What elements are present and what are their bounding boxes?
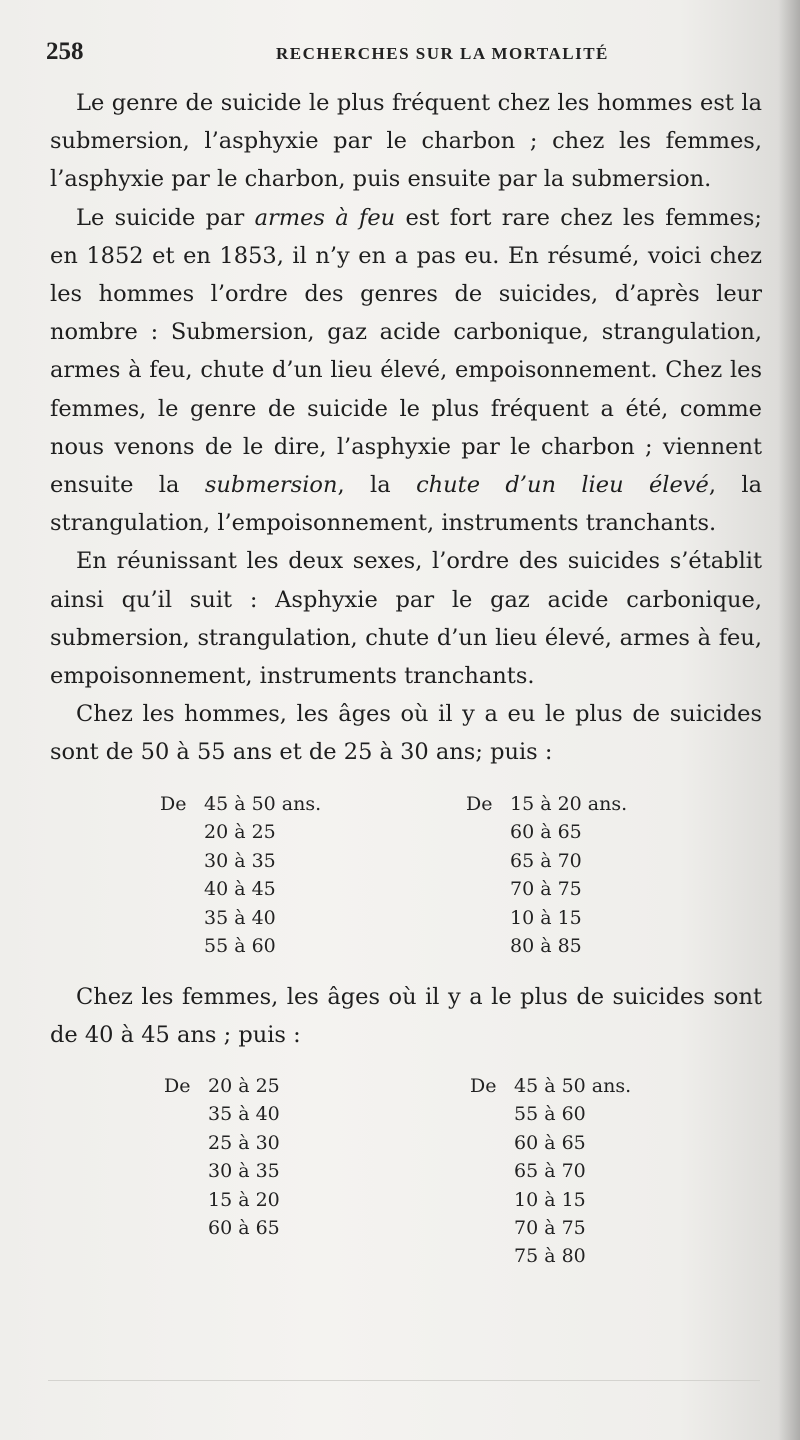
- page-header: [46, 38, 760, 72]
- age-range: 65 à 70: [510, 849, 582, 872]
- age-range: 10 à 15: [514, 1188, 586, 1211]
- row-prefix: De: [466, 793, 493, 815]
- age-range-row: [164, 1157, 280, 1185]
- body-text: [50, 84, 762, 772]
- age-range-row: [470, 1242, 631, 1270]
- text-run: Le genre de suicide le plus fréquent chez les hommes est la submersion, l’asphyxie par le charbon ; chez les femmes, l’asphyxie par le charbon, puis ensuite par la submersion.: [50, 90, 762, 193]
- row-suffix: ans.: [275, 793, 322, 815]
- age-range: 60 à 65: [208, 1216, 280, 1239]
- age-range-row: [160, 875, 321, 903]
- age-range-row: [164, 1186, 280, 1214]
- text-run: est fort rare chez les femmes; en 1852 et en 1853, il n’y en a pas eu. En résumé, voici chez les hommes l’ordre des genres de suicides, d’après leur nombre : Submersion, gaz acide carbonique, strangulation, armes à feu, chute d’un lieu élevé, empoisonnement. Chez les femmes, le genre de suicide le plus fréquent a été, comme nous venons de le dire, l’asphyxie par le charbon ; viennent ensuite la: [50, 204, 762, 499]
- text-run: , la: [337, 472, 417, 499]
- page-edge-shadow: [778, 0, 800, 1440]
- age-range: 20 à 25: [208, 1075, 280, 1097]
- age-range: 80 à 85: [510, 934, 582, 957]
- age-range-row: [466, 790, 627, 818]
- age-range: 25 à 30: [208, 1131, 280, 1154]
- row-suffix: ans.: [585, 1075, 632, 1097]
- age-range-row: [470, 1157, 631, 1185]
- age-range-row: [160, 904, 321, 932]
- age-range-row: [164, 1129, 280, 1157]
- paragraphs: [50, 84, 762, 772]
- row-prefix: De: [470, 1075, 497, 1097]
- age-range: 10 à 15: [510, 906, 582, 929]
- page-number: 258: [46, 38, 84, 65]
- age-range-row: [470, 1186, 631, 1214]
- age-range-row: [470, 1072, 631, 1100]
- women-text: [50, 978, 762, 1054]
- age-range: 55 à 60: [514, 1103, 586, 1126]
- age-range: 70 à 75: [510, 878, 582, 901]
- age-range: 15 à 20: [208, 1188, 280, 1211]
- italic-text: armes à feu: [254, 204, 396, 231]
- age-range-row: [160, 932, 321, 960]
- text-run: , la strangulation, l’empoisonnement, instruments tranchants.: [50, 472, 762, 537]
- age-range-row: [466, 904, 627, 932]
- age-range-row: [470, 1214, 631, 1242]
- age-range: 30 à 35: [204, 849, 276, 872]
- age-range: 40 à 45: [204, 878, 276, 901]
- show-through-rule: [48, 1380, 760, 1381]
- paragraph: [50, 199, 762, 543]
- age-range: 65 à 70: [514, 1160, 586, 1183]
- age-range-row: [164, 1100, 280, 1128]
- men-ages-left-column: [160, 790, 321, 960]
- age-range-row: [466, 847, 627, 875]
- text-run: En réunissant les deux sexes, l’ordre des suicides s’établit ainsi qu’il suit : Asphyxie par le gaz acide carbonique, submersion, strangulation, chute d’un lieu élevé, armes à feu, empoisonnement, instruments tranchants.: [50, 548, 762, 690]
- age-range: 15 à 20: [510, 793, 582, 815]
- women-ages-right-column: [470, 1072, 631, 1271]
- age-range-row: [160, 790, 321, 818]
- age-range: 20 à 25: [204, 821, 276, 844]
- paragraph: [50, 542, 762, 695]
- row-suffix: ans.: [581, 793, 628, 815]
- age-range-row: [164, 1072, 280, 1100]
- text-run: Le suicide par: [76, 204, 255, 231]
- women-ages-left-column: [164, 1072, 280, 1242]
- italic-text: chute d’un lieu élevé: [416, 472, 709, 499]
- row-prefix: De: [160, 793, 187, 815]
- paragraph: [50, 695, 762, 771]
- text-run: Chez les hommes, les âges où il y a eu le plus de suicides sont de 50 à 55 ans et de 25 à 30 ans; puis :: [50, 701, 762, 766]
- age-range: 45 à 50: [204, 793, 276, 815]
- age-range: 30 à 35: [208, 1160, 280, 1183]
- italic-text: submersion: [204, 472, 338, 499]
- age-range: 60 à 65: [510, 821, 582, 844]
- paragraph: [50, 84, 762, 199]
- men-ages-right-column: [466, 790, 627, 960]
- running-title: RECHERCHES SUR LA MORTALITÉ: [276, 44, 609, 63]
- row-prefix: De: [164, 1075, 191, 1097]
- age-range-row: [470, 1100, 631, 1128]
- age-range: 45 à 50: [514, 1075, 586, 1097]
- age-range: 75 à 80: [514, 1245, 586, 1268]
- age-range-row: [160, 847, 321, 875]
- age-range: 35 à 40: [204, 906, 276, 929]
- age-range-row: [160, 818, 321, 846]
- age-range-row: [466, 875, 627, 903]
- age-range: 55 à 60: [204, 934, 276, 957]
- age-range-row: [466, 932, 627, 960]
- age-range-row: [466, 818, 627, 846]
- age-range: 35 à 40: [208, 1103, 280, 1126]
- women-paragraph: Chez les femmes, les âges où il y a le plus de suicides sont de 40 à 45 ans ; puis :: [50, 984, 762, 1049]
- age-range-row: [164, 1214, 280, 1242]
- age-range-row: [470, 1129, 631, 1157]
- age-range: 60 à 65: [514, 1131, 586, 1154]
- age-range: 70 à 75: [514, 1216, 586, 1239]
